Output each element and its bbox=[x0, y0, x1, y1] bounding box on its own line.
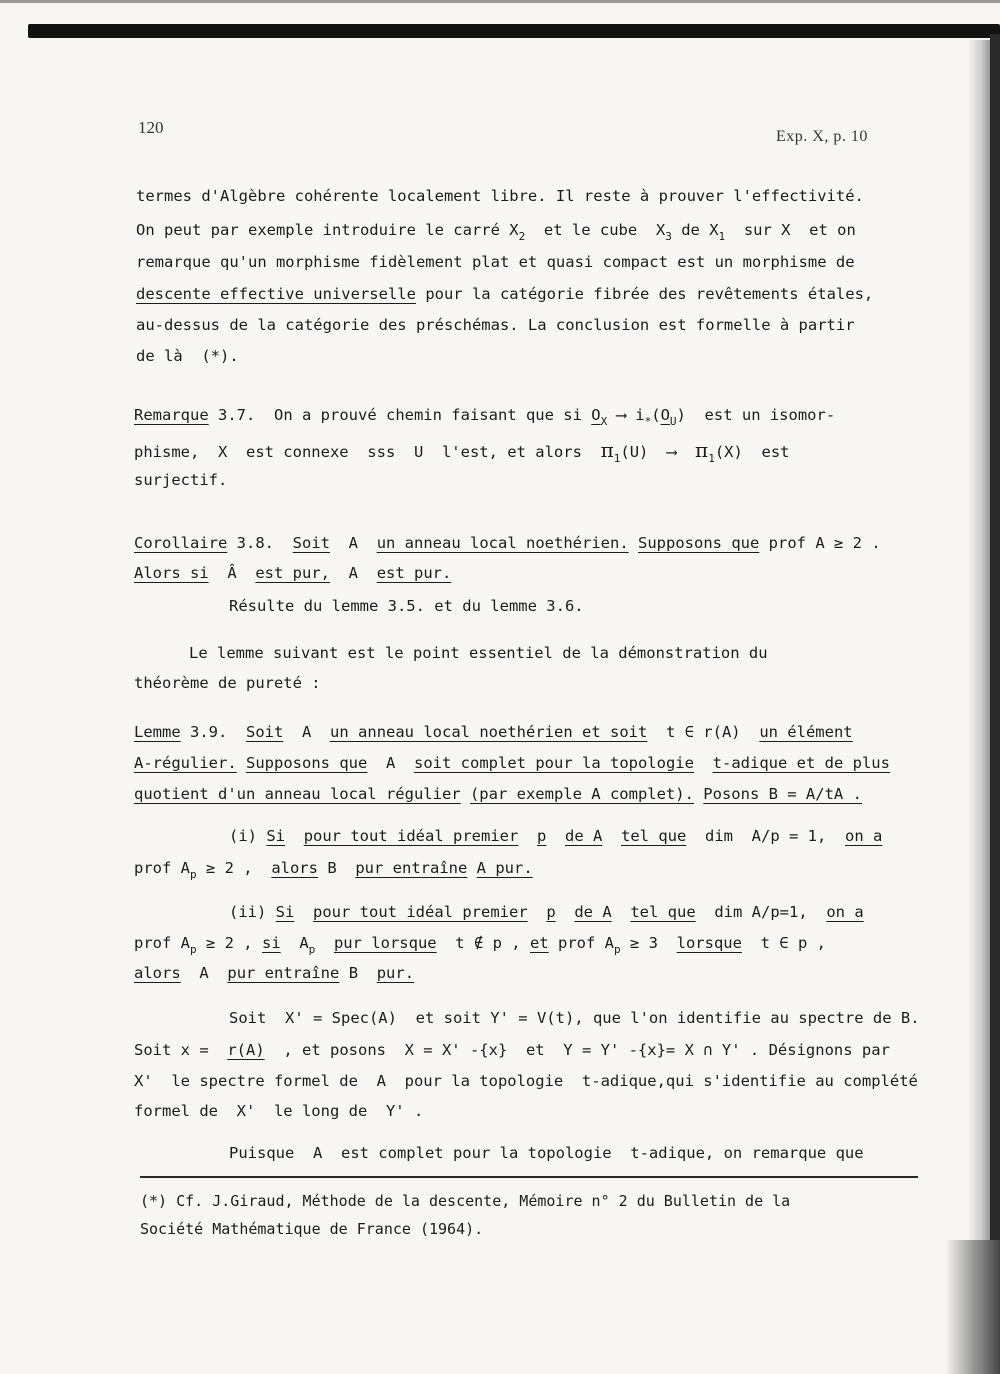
case-ii-line-3: alors A pur entraîne B pur. bbox=[134, 964, 415, 982]
soit-line-1: Soit X' = Spec(A) et soit Y' = V(t), que l'on identifie au spectre de B. bbox=[229, 1009, 920, 1027]
remark-label: Remarque bbox=[134, 406, 209, 424]
scan-edge-top bbox=[0, 0, 1000, 3]
lemma-line-1: Lemme 3.9. Soit A un anneau local noethérien et soit t ∈ r(A) un élément bbox=[134, 723, 853, 741]
intro-line-2: théorème de pureté : bbox=[134, 674, 321, 692]
p1-line-1: termes d'Algèbre cohérente localement libre. Il reste à prouver l'effectivité. bbox=[136, 187, 864, 205]
remark-line-2: phisme, X est connexe sss U l'est, et alors $\pi_1(U)$ ⟶ $\pi_1(X)$ est bbox=[134, 438, 790, 465]
remark-line-3: surjectif. bbox=[134, 471, 228, 489]
p1-line-5: au-dessus de la catégorie des préschémas. La conclusion est formelle à partir bbox=[136, 316, 855, 334]
soit-line-4: formel de X' le long de Y' . bbox=[134, 1102, 424, 1120]
p1-line-6: de là (*). bbox=[136, 347, 239, 365]
soit-line-3: X' le spectre formel de A pour la topologie t-adique,qui s'identifie au complété bbox=[134, 1072, 918, 1090]
corollary-proof: Résulte du lemme 3.5. et du lemme 3.6. bbox=[229, 597, 584, 615]
footnote-line-1: (*) Cf. J.Giraud, Méthode de la descente, Mémoire n° 2 du Bulletin de la bbox=[140, 1192, 791, 1210]
p1-line-4: descente effective universelle pour la catégorie fibrée des revêtements étales, bbox=[136, 285, 874, 303]
case-i-line-1: (i) Si pour tout idéal premier p de A tel que dim A/p = 1, on a bbox=[229, 827, 883, 845]
soit-line-2: Soit x = r(A) , et posons X = X' -{x} et Y = Y' -{x}= X ∩ Y' . Désignons par bbox=[134, 1041, 890, 1059]
scan-corner-shadow bbox=[945, 1240, 1000, 1374]
footnote-rule bbox=[140, 1176, 918, 1178]
p1-line-2: On peut par exemple introduire le carré $X_2$ et le cube $X_3$ de $X_1$ sur X et on bbox=[136, 221, 856, 243]
intro-line-1: Le lemme suivant est le point essentiel de la démonstration du bbox=[189, 644, 768, 662]
case-ii-line-1: (ii) Si pour tout idéal premier p de A tel que dim A/p=1, on a bbox=[229, 903, 864, 921]
case-i-line-2: prof $A_p \ge 2$ , alors B pur entraîne A pur. bbox=[134, 859, 533, 881]
corollary-line-1: Corollaire 3.8. Soit A un anneau local noethérien. Supposons que prof A ≥ 2 . bbox=[134, 534, 881, 552]
remark-line-1: Remarque 3.7. On a prouvé chemin faisant que si $O_X$ ⟶ $i_*(O_U)$ est un isomor- bbox=[134, 406, 836, 428]
case-ii-line-2: prof $A_p \ge 2$ , si $A_p$ pur lorsque t ∉ p , et prof $A_p \ge 3$ lorsque t ∈ p , bbox=[134, 934, 826, 956]
p1-line-3: remarque qu'un morphisme fidèlement plat et quasi compact est un morphisme de bbox=[136, 253, 855, 271]
scan-edge-right-dark bbox=[990, 34, 1000, 1374]
scan-black-bar bbox=[28, 24, 1000, 38]
lemma-line-2: A-régulier. Supposons que A soit complet pour la topologie t-adique et de plus bbox=[134, 754, 890, 772]
running-head: Exp. X, p. 10 bbox=[776, 128, 868, 145]
lemma-label: Lemme bbox=[134, 723, 181, 741]
lemma-line-3: quotient d'un anneau local régulier (par exemple A complet). Posons B = A/tA . bbox=[134, 785, 862, 803]
page-number: 120 bbox=[138, 118, 164, 137]
puisque-line: Puisque A est complet pour la topologie t-adique, on remarque que bbox=[229, 1144, 864, 1162]
corollary-label: Corollaire bbox=[134, 534, 228, 552]
descente-effective-term: descente effective universelle bbox=[136, 285, 416, 303]
footnote-line-2: Société Mathématique de France (1964). bbox=[140, 1220, 484, 1238]
corollary-line-2: Alors si Â est pur, A est pur. bbox=[134, 564, 452, 582]
